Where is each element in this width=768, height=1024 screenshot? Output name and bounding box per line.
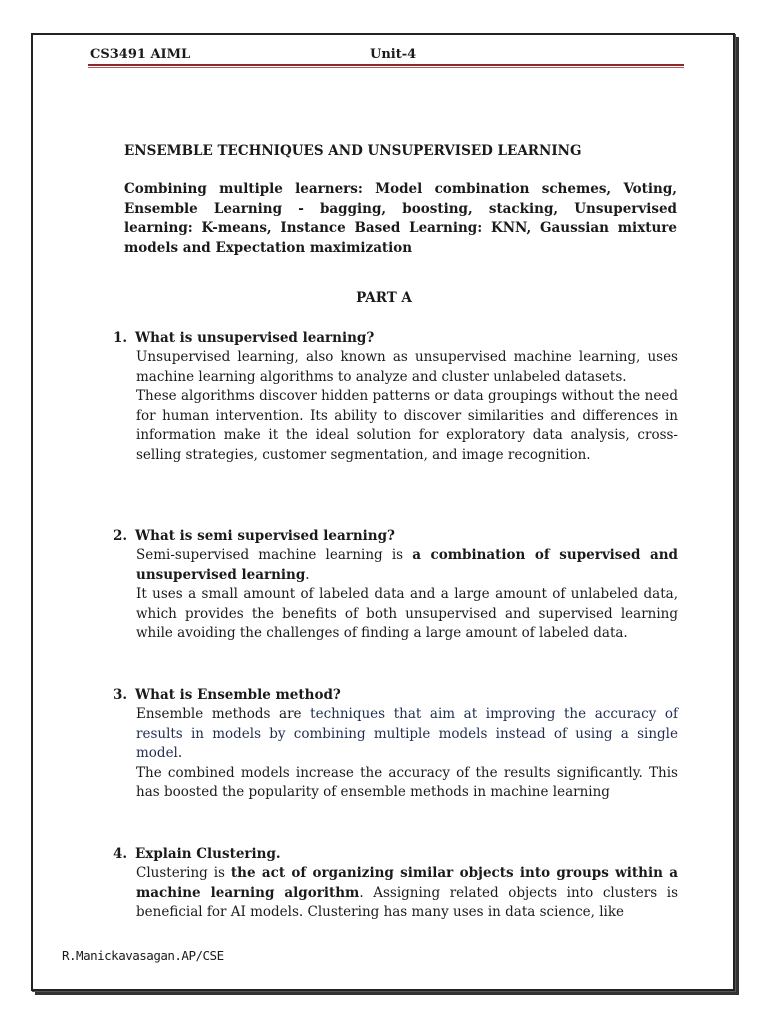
header-unit: Unit-4	[370, 47, 417, 62]
answer-4	[136, 864, 678, 923]
part-heading: PART A	[356, 290, 412, 306]
question-text: What is semi supervised learning?	[135, 528, 395, 544]
answer-paragraph: These algorithms discover hidden patterns or data groupings without the need for human intervention. Its ability to discover similarities and differences in information make it the ideal solution for exploratory data analysis, cross-selling strategies, customer segmentation, and image recognition.	[136, 388, 678, 463]
answer-text: .	[305, 566, 310, 583]
question-2-heading	[113, 527, 678, 546]
question-number: 2.	[113, 528, 128, 544]
answer-paragraph: The combined models increase the accuracy of the results significantly. This has boosted the popularity of ensemble methods in machine learning	[136, 764, 678, 801]
question-4-heading	[113, 845, 678, 864]
answer-1	[136, 348, 678, 466]
answer-text: Ensemble methods are	[136, 706, 311, 722]
answer-paragraph	[136, 705, 678, 764]
question-text: What is Ensemble method?	[135, 687, 341, 703]
author-footer: R.Manickavasagan.AP/CSE	[62, 948, 224, 963]
unit-title: ENSEMBLE TECHNIQUES AND UNSUPERVISED LEARNING	[124, 143, 582, 159]
answer-paragraph	[136, 546, 678, 585]
header-rule-thin	[88, 67, 684, 68]
answer-text: .	[177, 745, 183, 762]
question-1-heading	[113, 329, 678, 348]
question-text: Explain Clustering.	[135, 846, 281, 862]
question-4	[113, 845, 678, 923]
answer-paragraph: Unsupervised learning, also known as unsupervised machine learning, uses machine learning algorithms to analyze and cluster unlabeled datasets.	[136, 349, 678, 385]
question-3-heading	[113, 686, 678, 705]
answer-paragraph: It uses a small amount of labeled data and a large amount of unlabeled data, which provides the benefits of both unsupervised and supervised learning while avoiding the challenges of finding a large amount of labeled data.	[136, 586, 678, 642]
answer-text: Clustering is	[136, 865, 231, 881]
header-course: CS3491 AIML	[90, 47, 191, 62]
question-1	[113, 329, 678, 466]
answer-text: Semi-supervised machine learning is	[136, 547, 413, 563]
question-text: What is unsupervised learning?	[135, 330, 375, 346]
question-number: 1.	[113, 330, 128, 346]
answer-highlight: techniques that aim at improving the accuracy of results in models by combining multiple models instead of using a single model	[136, 706, 678, 762]
syllabus-text: Combining multiple learners: Model combination schemes, Voting, Ensemble Learning - bagging, boosting, stacking, Unsupervised learning: K-means, Instance Based Learning: KNN, Gaussian mixture models and Expectation maximization	[124, 181, 677, 256]
answer-paragraph	[136, 864, 678, 923]
question-3	[113, 686, 678, 803]
question-number: 3.	[113, 687, 128, 703]
answer-emphasis: the act of organizing similar objects into groups within a machine learning algorithm	[136, 865, 678, 901]
question-number: 4.	[113, 846, 128, 862]
answer-emphasis: a combination of supervised and unsupervised learning	[136, 547, 678, 583]
answer-3	[136, 705, 678, 803]
answer-text: . Assigning related objects into clusters is beneficial for AI models. Clustering has many uses in data science, like	[136, 884, 678, 921]
answer-2	[136, 546, 678, 644]
header-rule	[88, 64, 684, 66]
question-2	[113, 527, 678, 644]
